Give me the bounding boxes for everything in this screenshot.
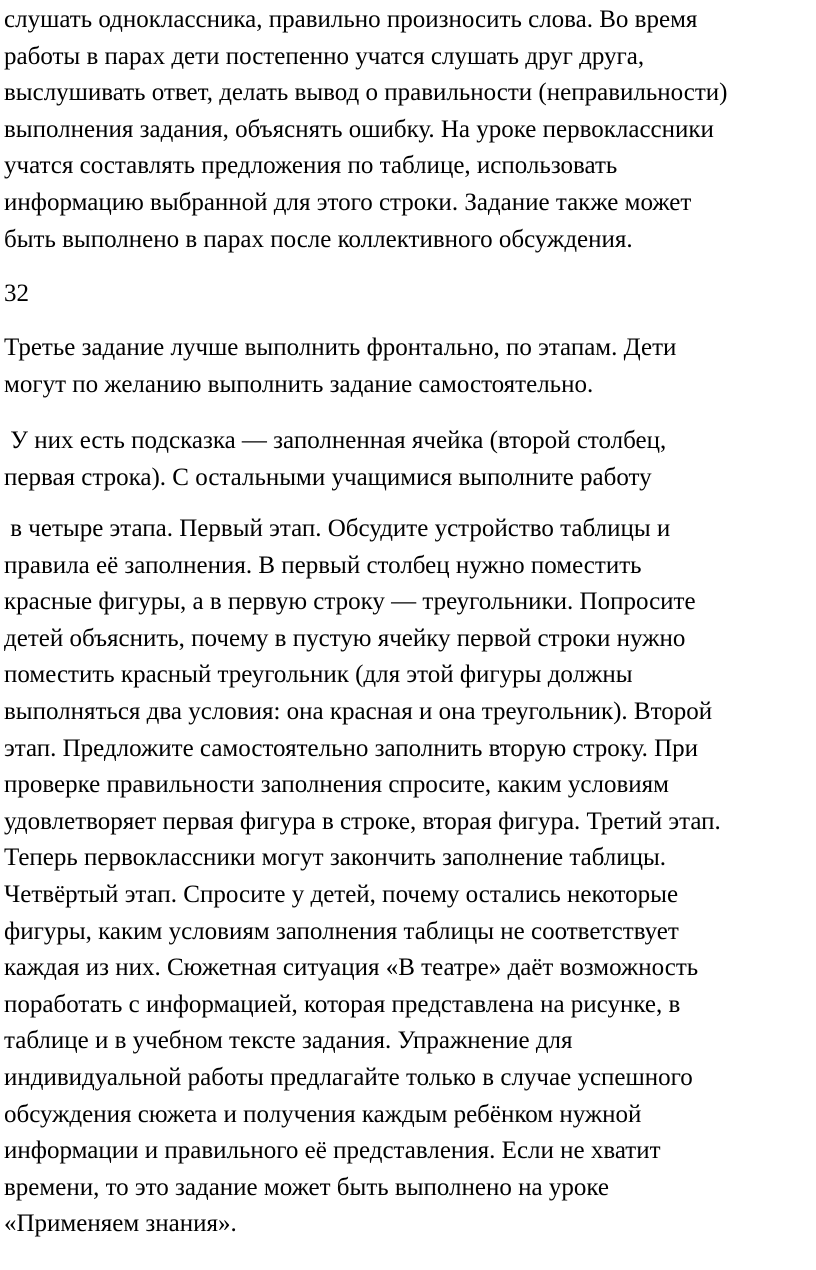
text-line: фигуры, каким условиям заполнения таблицы не соответствует (4, 917, 679, 945)
paragraph-third-task (4, 330, 676, 403)
page-number-text: 32 (4, 280, 29, 307)
text-line: первая строка). С остальными учащимися выполните работу (4, 463, 652, 491)
text-line: слушать одноклассника, правильно произносить слова. Во время (4, 6, 698, 33)
text-line: учатся составлять предложения по таблице, использовать (4, 152, 618, 180)
text-line: таблице и в учебном тексте задания. Упражнение для (4, 1027, 573, 1055)
text-line: могут по желанию выполнить задание самостоятельно. (4, 370, 594, 398)
text-line: проверке правильности заполнения спросите, каким условиям (4, 771, 669, 799)
text-line: информации и правильного её представления. Если не хватит (4, 1137, 661, 1165)
text-line: красные фигуры, а в первую строку — треугольники. Попросите (4, 588, 696, 616)
page-number (4, 276, 29, 313)
text-line: поместить красный треугольник (для этой фигуры должны (4, 661, 633, 689)
text-line: индивидуальной работы предлагайте только в случае успешного (4, 1063, 693, 1091)
text-line: каждая из них. Сюжетная ситуация «В театре» даёт возможность (4, 954, 699, 982)
paragraph-hint (4, 423, 666, 496)
text-line: «Применяем знания». (4, 1210, 237, 1238)
text-line: быть выполнено в парах после коллективного обсуждения. (4, 225, 633, 253)
text-line: времени, то это задание может быть выполнено на уроке (4, 1173, 609, 1201)
text-line: работы в парах дети постепенно учатся слушать друг друга, (4, 42, 645, 70)
text-line: выполняться два условия: она красная и она треугольник). Второй (4, 697, 713, 725)
text-line: выслушивать ответ, делать вывод о правильности (неправильности) (4, 79, 728, 107)
text-line: выполнения задания, объяснять ошибку. На уроке первоклассники (4, 115, 714, 143)
text-line: правила её заполнения. В первый столбец нужно поместить (4, 551, 642, 579)
text-line: информацию выбранной для этого строки. Задание также может (4, 188, 692, 216)
paragraph-pair-work (4, 2, 728, 258)
paragraph-four-stages (4, 511, 721, 1243)
text-line: Четвёртый этап. Спросите у детей, почему остались некоторые (4, 880, 679, 908)
text-line: обсуждения сюжета и получения каждым ребёнком нужной (4, 1100, 642, 1128)
text-line: в четыре этапа. Первый этап. Обсудите устройство таблицы и (4, 515, 671, 542)
text-line: детей объяснить, почему в пустую ячейку первой строки нужно (4, 624, 686, 652)
text-line: удовлетворяет первая фигура в строке, вторая фигура. Третий этап. (4, 807, 721, 835)
text-line: поработать с информацией, которая представлена на рисунке, в (4, 990, 681, 1018)
text-line: У них есть подсказка — заполненная ячейка (второй столбец, (4, 427, 667, 454)
text-line: этап. Предложите самостоятельно заполнить вторую строку. При (4, 734, 699, 762)
text-line: Третье задание лучше выполнить фронтально, по этапам. Дети (4, 334, 677, 361)
text-line: Теперь первоклассники могут закончить заполнение таблицы. (4, 844, 667, 872)
